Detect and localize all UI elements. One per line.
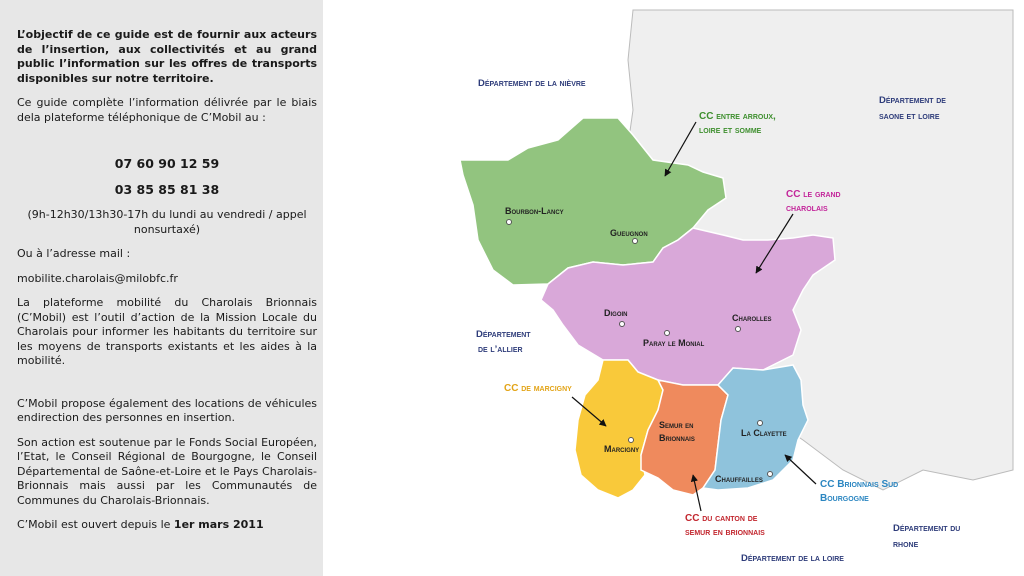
phone-number-2[interactable]: 03 85 85 81 38 bbox=[114, 181, 220, 197]
cc-brionnais-sud-line2: Bourgogne bbox=[820, 493, 869, 504]
phone-number-1[interactable]: 07 60 90 12 59 bbox=[114, 156, 220, 171]
territory-map bbox=[323, 0, 1024, 576]
rentals-text: C’Mobil propose également des locations de véhicules endirection des personnes en insertion. bbox=[17, 396, 317, 424]
town-dot-bourbon bbox=[507, 220, 512, 225]
cc-grand-charolais-line2: charolais bbox=[786, 203, 828, 214]
cc-marcigny-label: CC de marcigny bbox=[504, 383, 572, 394]
intro-text: L’objectif de ce guide est de fournir aux acteurs de l’insertion, aux collectivités et au grand public l’information sur les offres de transports disponibles sur notre territoire. bbox=[17, 28, 317, 85]
cc-semur-label bbox=[685, 512, 765, 540]
cc-brionnais-sud-label bbox=[820, 478, 898, 506]
cc-semur-line2: semur en brionnais bbox=[685, 527, 765, 538]
dept-nievre-label: Département de la nièvre bbox=[478, 78, 586, 89]
cc-semur-line1: CC du canton de bbox=[685, 513, 758, 524]
town-semur-label-1: Semur en bbox=[659, 420, 694, 430]
cc-entre-arroux-line2: loire et somme bbox=[699, 125, 762, 136]
town-dot-marcigny bbox=[629, 438, 634, 443]
town-paray-label: Paray le Monial bbox=[643, 338, 705, 348]
dept-saone-label-2: saone et loire bbox=[879, 111, 940, 122]
town-dot-clayette bbox=[758, 421, 763, 426]
dept-rhone-label-2: rhone bbox=[893, 539, 919, 550]
town-dot-chauffailles bbox=[768, 472, 773, 477]
hours-text: (9h-12h30/13h30-17h du lundi au vendredi / appel nonsurtaxé) bbox=[27, 208, 307, 236]
arrow-brionnais-sud bbox=[785, 455, 816, 484]
cc-grand-charolais-line1: CC le grand bbox=[786, 189, 841, 200]
opening-prefix: C’Mobil est ouvert depuis le bbox=[17, 518, 174, 531]
cc-entre-arroux-line1: CC entre arroux, bbox=[699, 111, 776, 122]
town-dot-gueugnon bbox=[633, 239, 638, 244]
map-svg bbox=[323, 0, 1024, 576]
cc-brionnais-sud-line1: CC Brionnais Sud bbox=[820, 479, 899, 490]
town-bourbon-label: Bourbon-Lancy bbox=[505, 206, 564, 216]
town-chauffailles-label: Chauffailles bbox=[715, 474, 763, 484]
town-gueugnon-label: Gueugnon bbox=[610, 228, 648, 238]
town-charolles-label: Charolles bbox=[732, 313, 772, 323]
opening-date: 1er mars 2011 bbox=[173, 518, 264, 531]
dept-rhone-label-1: Département du bbox=[893, 523, 961, 534]
dept-allier-label-1: Département bbox=[476, 329, 531, 340]
town-marcigny-label: Marcigny bbox=[604, 444, 640, 454]
opening-text bbox=[17, 518, 317, 533]
cc-entre-arroux-label bbox=[699, 110, 776, 138]
dept-loire-label: Département de la loire bbox=[741, 553, 844, 564]
cc-grand-charolais-label bbox=[786, 188, 841, 216]
support-text: Son action est soutenue par le Fonds Social Européen, l’Etat, le Conseil Régional de Bourgogne, le Conseil Départemental de Saône-et-Loire et le Pays Charolais- Brionnais mais aussi par les Communautés de Communes du Charolais-Brionnais. bbox=[17, 435, 317, 507]
town-semur-label-2: Brionnais bbox=[659, 433, 695, 443]
complement-text: Ce guide complète l’information délivrée par le biais dela plateforme téléphonique de C’Mobil au : bbox=[17, 96, 317, 124]
town-dot-charolles bbox=[736, 327, 741, 332]
info-sidebar bbox=[0, 0, 323, 576]
email-link[interactable]: mobilite.charolais@milobfc.fr bbox=[17, 271, 178, 285]
sidebar-content bbox=[17, 28, 317, 543]
platform-text: La plateforme mobilité du Charolais Brionnais (C’Mobil) est l’outil d’action de la Mission Locale du Charolais pour informer les habitants du territoire sur les moyens de transports existants et les aides à la mobilité. bbox=[17, 296, 317, 367]
mail-intro: Ou à l’adresse mail : bbox=[17, 247, 131, 260]
town-dot-paray bbox=[665, 331, 670, 336]
town-clayette-label: La Clayette bbox=[741, 428, 787, 438]
town-dot-digoin bbox=[620, 322, 625, 327]
dept-saone-label-1: Département de bbox=[879, 95, 946, 106]
dept-allier-label-2: de l’allier bbox=[478, 344, 523, 355]
town-digoin-label: Digoin bbox=[604, 308, 628, 318]
